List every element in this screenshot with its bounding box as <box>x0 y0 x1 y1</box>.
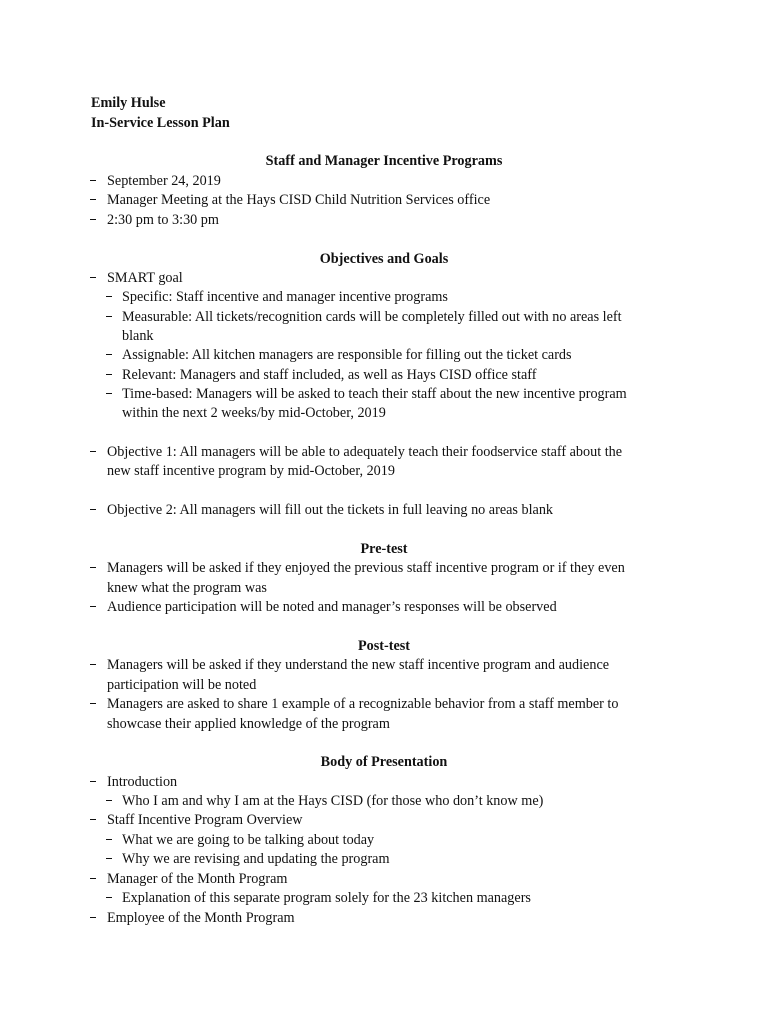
bullet-dash <box>90 819 96 820</box>
section-title-posttest: Post-test <box>358 638 410 654</box>
pretest-item-2: Audience participation will be noted and manager’s responses will be observed <box>107 599 557 615</box>
smart-item-assignable: Assignable: All kitchen managers are responsible for filling out the ticket cards <box>122 347 572 363</box>
bullet-dash <box>106 858 112 859</box>
bullet-dash <box>106 839 112 840</box>
body-item-manager-month: Manager of the Month Program <box>107 871 288 887</box>
bullet-dash <box>106 393 112 394</box>
section-title-programs: Staff and Manager Incentive Programs <box>265 153 503 169</box>
bullet-dash <box>90 781 96 782</box>
bullet-dash <box>90 180 96 181</box>
bullet-dash <box>90 703 96 704</box>
body-item-overview: Staff Incentive Program Overview <box>107 812 303 828</box>
smart-item-time-based: Time-based: Managers will be asked to teach their staff about the new incentive program <box>122 386 627 402</box>
smart-item-measurable-cont: blank <box>122 328 154 344</box>
smart-item-specific: Specific: Staff incentive and manager incentive programs <box>122 289 448 305</box>
bullet-dash <box>106 897 112 898</box>
posttest-item-2-cont: showcase their applied knowledge of the program <box>107 716 390 732</box>
bullet-dash <box>106 800 112 801</box>
bullet-dash <box>90 451 96 452</box>
section-title-body: Body of Presentation <box>320 754 448 770</box>
bullet-dash <box>90 917 96 918</box>
objective-1-cont: new staff incentive program by mid-October, 2019 <box>107 463 395 479</box>
objective-1: Objective 1: All managers will be able to adequately teach their foodservice staff about the <box>107 444 623 460</box>
bullet-dash <box>106 296 112 297</box>
bullet-dash <box>90 606 96 607</box>
posttest-item-2: Managers are asked to share 1 example of a recognizable behavior from a staff member to <box>107 696 619 712</box>
body-item-introduction: Introduction <box>107 774 178 790</box>
smart-item-measurable: Measurable: All tickets/recognition cards will be completely filled out with no areas left <box>122 309 622 325</box>
list-item-time: 2:30 pm to 3:30 pm <box>107 212 219 228</box>
bullet-dash <box>106 316 112 317</box>
objective-2: Objective 2: All managers will fill out the tickets in full leaving no areas blank <box>107 502 554 518</box>
bullet-dash <box>90 199 96 200</box>
bullet-dash <box>106 354 112 355</box>
author-name: Emily Hulse <box>91 95 166 111</box>
bullet-dash <box>90 664 96 665</box>
bullet-dash <box>90 509 96 510</box>
body-subitem-explanation: Explanation of this separate program solely for the 23 kitchen managers <box>122 890 531 906</box>
list-item-location: Manager Meeting at the Hays CISD Child Nutrition Services office <box>107 192 491 208</box>
body-subitem-who-i-am: Who I am and why I am at the Hays CISD (for those who don’t know me) <box>122 793 544 809</box>
smart-item-time-based-cont: within the next 2 weeks/by mid-October, 2019 <box>122 405 386 421</box>
pretest-item-1-cont: knew what the program was <box>107 580 267 596</box>
posttest-item-1-cont: participation will be noted <box>107 677 257 693</box>
bullet-dash <box>106 374 112 375</box>
section-title-pretest: Pre-test <box>360 541 408 557</box>
bullet-dash <box>90 219 96 220</box>
body-subitem-revising: Why we are revising and updating the program <box>122 851 390 867</box>
section-title-objectives: Objectives and Goals <box>319 251 449 267</box>
document-type: In-Service Lesson Plan <box>91 115 230 131</box>
bullet-dash <box>90 277 96 278</box>
body-item-employee-month: Employee of the Month Program <box>107 910 295 926</box>
list-item-date: September 24, 2019 <box>107 173 221 189</box>
posttest-item-1: Managers will be asked if they understand the new staff incentive program and audience <box>107 657 610 673</box>
bullet-dash <box>90 878 96 879</box>
smart-item-relevant: Relevant: Managers and staff included, as well as Hays CISD office staff <box>122 367 537 383</box>
pretest-item-1: Managers will be asked if they enjoyed the previous staff incentive program or if they even <box>107 560 625 576</box>
list-item-smart-goal: SMART goal <box>107 270 183 286</box>
bullet-dash <box>90 567 96 568</box>
body-subitem-talking-about: What we are going to be talking about today <box>122 832 375 848</box>
